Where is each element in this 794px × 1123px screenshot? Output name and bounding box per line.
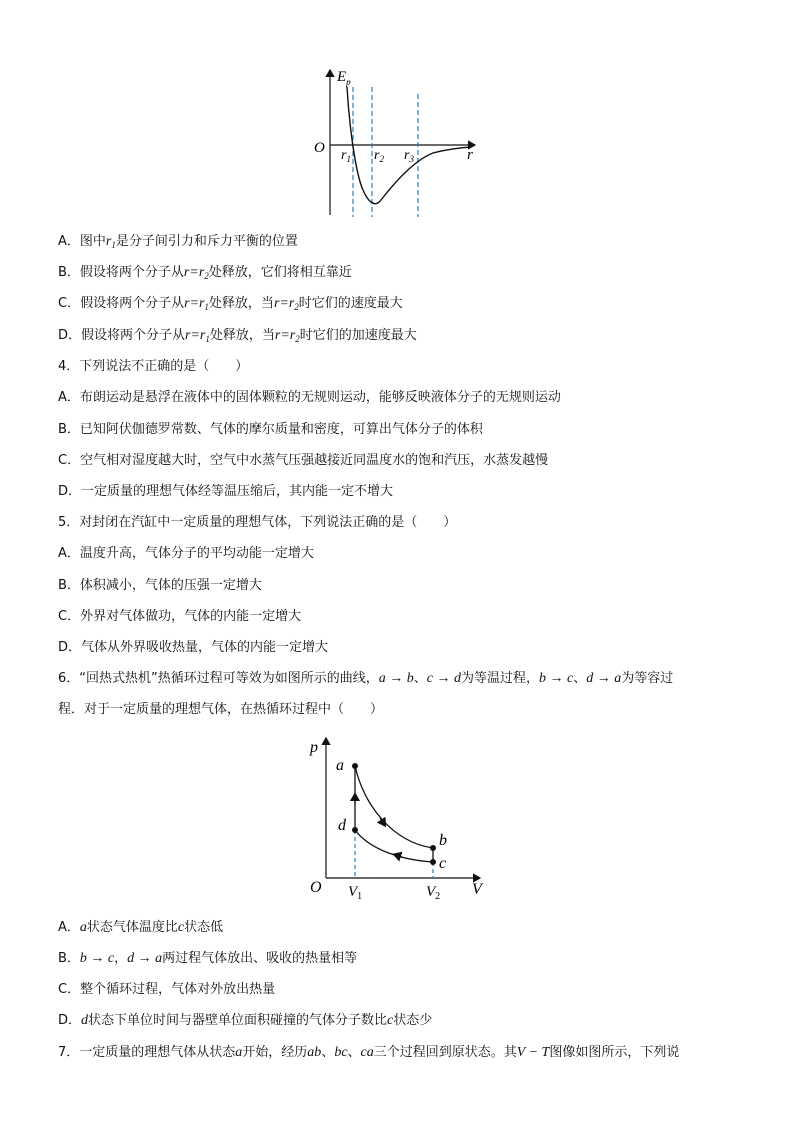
r1-label: $r_1$	[341, 148, 351, 164]
q6-stem-line1: 6．“回热式热机”热循环过程可等效为如图所示的曲线，a → b、c → d为等温过程，b → c、d → a为等容过	[58, 671, 674, 686]
point-b-label: b	[439, 832, 447, 849]
point-c-dot	[430, 859, 436, 865]
pv-cycle-graph	[302, 730, 492, 908]
q3-option-b: B．假设将两个分子从$r=r_2$处释放，它们将相互靠近	[58, 265, 352, 281]
q3-option-c: C．假设将两个分子从$r=r_1$处释放，当$r=r_2$时它们的速度最大	[58, 296, 403, 312]
q5-option-c: C．外界对气体做功，气体的内能一定增大	[58, 609, 302, 624]
potential-energy-graph	[305, 62, 495, 222]
q6-option-a: A．a状态气体温度比c状态低	[58, 920, 224, 935]
q6-option-c: C．整个循环过程，气体对外放出热量	[58, 982, 276, 997]
q5-option-b: B．体积减小，气体的压强一定增大	[58, 578, 262, 593]
v-axis-label: V	[472, 881, 482, 898]
q3-option-a: A．图中$r_1$是分子间引力和斥力平衡的位置	[58, 234, 298, 250]
point-d-label: d	[338, 817, 346, 834]
y-axis-label: $E_p$	[337, 69, 351, 87]
p-axis-label: p	[310, 739, 318, 756]
q4-option-b: B．已知阿伏伽德罗常数、气体的摩尔质量和密度，可算出气体分子的体积	[58, 422, 483, 437]
x-axis-label: r	[467, 147, 473, 163]
origin-label: O	[310, 879, 322, 896]
point-a-dot	[352, 763, 358, 769]
q6-stem-line2: 程．对于一定质量的理想气体，在热循环过程中（ ）	[58, 702, 384, 717]
q6-option-d: D．d状态下单位时间与器壁单位面积碰撞的气体分子数比c状态少	[58, 1013, 433, 1028]
point-d-dot	[352, 827, 358, 833]
v1-label: $V_1$	[348, 884, 363, 902]
q5-stem: 5．对封闭在汽缸中一定质量的理想气体，下列说法正确的是（ ）	[58, 515, 457, 530]
q7-stem: 7．一定质量的理想气体从状态a开始，经历ab、bc、ca三个过程回到原状态。其V − T图像如图所示，下列说	[58, 1045, 680, 1060]
q4-option-d: D．一定质量的理想气体经等温压缩后，其内能一定不增大	[58, 484, 394, 499]
q4-stem: 4．下列说法不正确的是（ ）	[58, 359, 249, 374]
q5-option-a: A．温度升高，气体分子的平均动能一定增大	[58, 546, 314, 561]
q4-option-a: A．布朗运动是悬浮在液体中的固体颗粒的无规则运动，能够反映液体分子的无规则运动	[58, 390, 561, 405]
r2-label: $r_2$	[374, 148, 384, 164]
origin-label: O	[314, 140, 325, 156]
v2-label: $V_2$	[426, 884, 441, 902]
q6-option-b: B．b → c，d → a两过程气体放出、吸收的热量相等	[58, 951, 358, 966]
q3-option-d: D．假设将两个分子从$r=r_1$处释放，当$r=r_2$时它们的加速度最大	[58, 328, 417, 344]
q4-option-c: C．空气相对湿度越大时，空气中水蒸气压强越接近同温度水的饱和汽压，水蒸发越慢	[58, 453, 549, 468]
point-b-dot	[430, 845, 436, 851]
r3-label: $r_3$	[404, 148, 414, 164]
q5-option-d: D．气体从外界吸收热量，气体的内能一定增大	[58, 640, 329, 655]
point-a-label: a	[336, 757, 344, 774]
point-c-label: c	[439, 855, 447, 872]
process-a-b	[355, 766, 433, 848]
